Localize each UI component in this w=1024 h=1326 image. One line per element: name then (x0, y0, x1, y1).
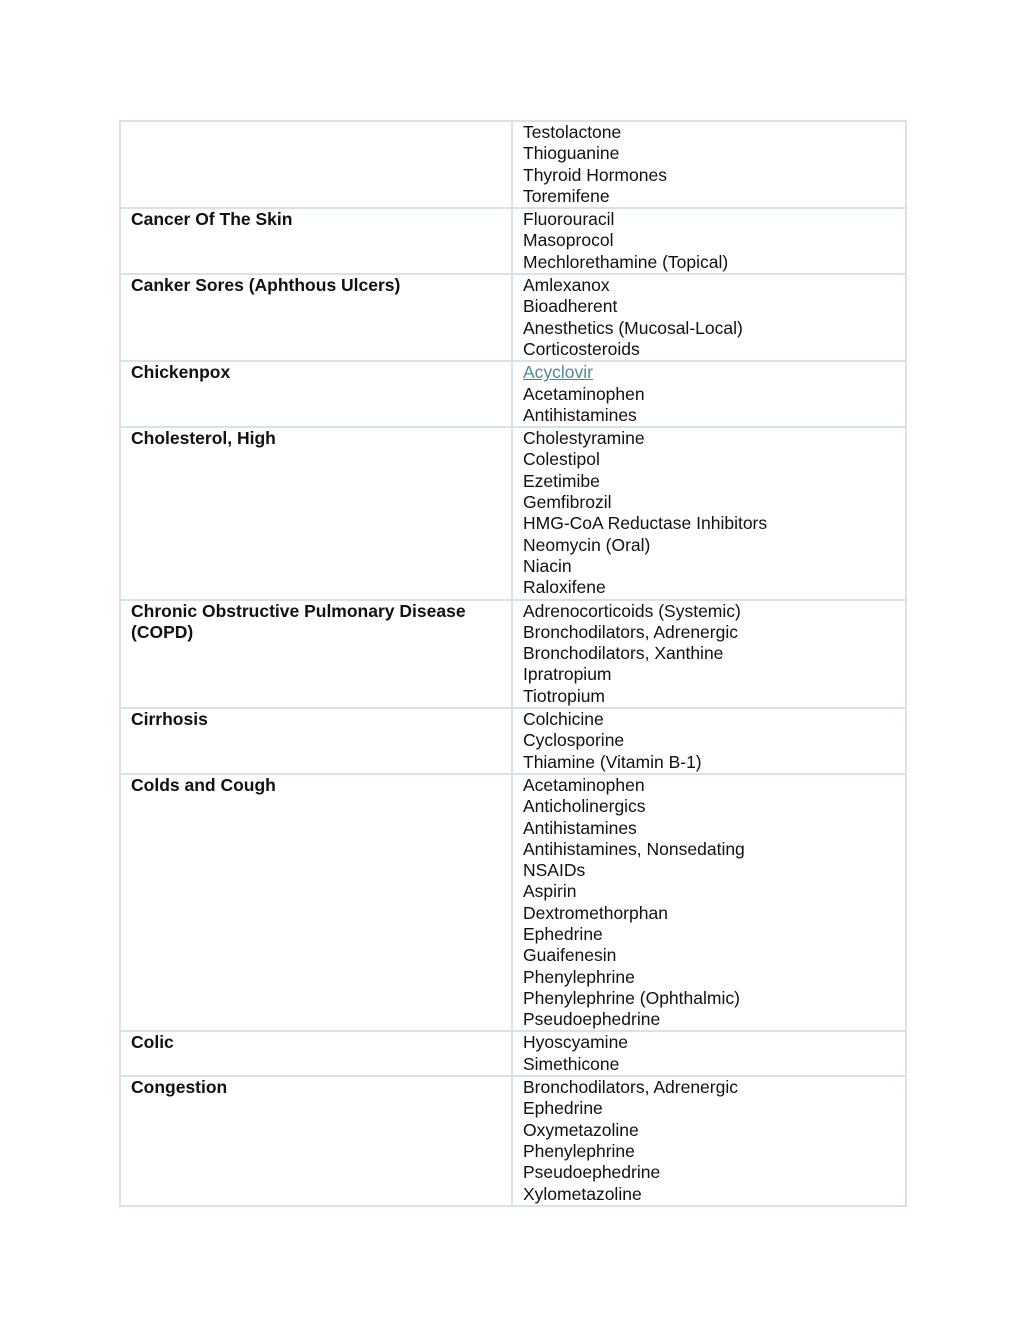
drug-name: Adrenocorticoids (Systemic) (523, 600, 741, 621)
drug-name: Simethicone (523, 1053, 620, 1074)
table-row (120, 708, 906, 774)
drug-name: Oxymetazoline (523, 1119, 639, 1140)
drug-list-cell (512, 427, 906, 599)
condition-drug-table (119, 120, 907, 1207)
table-row (120, 274, 906, 361)
condition-name: Colds and Cough (131, 774, 276, 795)
drug-name: Niacin (523, 555, 572, 576)
drug-list-cell (512, 1076, 906, 1206)
condition-name: Canker Sores (Aphthous Ulcers) (131, 275, 401, 296)
drug-list-cell (512, 774, 906, 1032)
table-row (120, 121, 906, 208)
drug-list-cell (512, 121, 906, 208)
drug-name: Phenylephrine (523, 1140, 635, 1161)
condition-cell (120, 208, 512, 274)
drug-name: Anticholinergics (523, 796, 646, 817)
condition-cell (120, 1031, 512, 1076)
drug-name: HMG-CoA Reductase Inhibitors (523, 513, 768, 534)
drug-name: Toremifene (523, 185, 610, 206)
drug-name: Pseudoephedrine (523, 1162, 661, 1183)
drug-name: Dextromethorphan (523, 902, 668, 923)
drug-list-cell (512, 274, 906, 361)
drug-name: Bronchodilators, Adrenergic (523, 1077, 738, 1098)
drug-name: Ephedrine (523, 923, 603, 944)
drug-list-cell (512, 600, 906, 708)
drug-name: Pseudoephedrine (523, 1009, 661, 1030)
drug-name: NSAIDs (523, 860, 586, 881)
table-row (120, 1076, 906, 1206)
condition-name: (COPD) (131, 621, 194, 642)
drug-name: Ezetimibe (523, 470, 600, 491)
drug-name: Antihistamines (523, 404, 637, 425)
drug-name: Phenylephrine (523, 966, 635, 987)
condition-name: Cirrhosis (131, 709, 208, 730)
drug-name: Cyclosporine (523, 730, 625, 751)
drug-link[interactable]: Acyclovir (523, 362, 594, 383)
drug-name: Raloxifene (523, 577, 606, 598)
drug-name: Acetaminophen (523, 774, 645, 795)
table-row (120, 600, 906, 708)
drug-list-cell (512, 708, 906, 774)
condition-cell (120, 427, 512, 599)
drug-name: Tiotropium (523, 685, 606, 706)
condition-name: Cholesterol, High (131, 428, 276, 449)
drug-name: Ephedrine (523, 1098, 603, 1119)
drug-name: Cholestyramine (523, 428, 645, 449)
drug-list-cell (512, 208, 906, 274)
condition-name: Congestion (131, 1077, 228, 1098)
drug-name: Masoprocol (523, 230, 614, 251)
drug-name: Thiamine (Vitamin B-1) (523, 751, 702, 772)
drug-list-cell (512, 1031, 906, 1076)
drug-name: Testolactone (523, 122, 622, 142)
drug-name: Acetaminophen (523, 383, 645, 404)
table-row (120, 1031, 906, 1076)
table-row (120, 774, 906, 1032)
drug-name: Thioguanine (523, 143, 620, 164)
drug-name: Aspirin (523, 881, 577, 902)
drug-name: Bronchodilators, Adrenergic (523, 621, 738, 642)
drug-list-cell (512, 361, 906, 427)
table-row (120, 427, 906, 599)
drug-name: Bronchodilators, Xanthine (523, 643, 724, 664)
drug-name: Antihistamines (523, 817, 637, 838)
condition-cell (120, 600, 512, 708)
table-row (120, 361, 906, 427)
drug-name: Colestipol (523, 449, 600, 470)
condition-cell (120, 1076, 512, 1206)
drug-name: Thyroid Hormones (523, 164, 667, 185)
drug-name: Fluorouracil (523, 209, 615, 230)
table-body (120, 121, 906, 1206)
condition-cell (120, 708, 512, 774)
drug-name: Xylometazoline (523, 1183, 642, 1204)
drug-name: Gemfibrozil (523, 492, 612, 513)
condition-name: Chronic Obstructive Pulmonary Disease (131, 600, 466, 621)
drug-name: Amlexanox (523, 275, 610, 296)
drug-name: Colchicine (523, 709, 604, 730)
condition-cell (120, 774, 512, 1032)
condition-name: Chickenpox (131, 362, 231, 383)
drug-name: Bioadherent (523, 296, 618, 317)
drug-name: Mechlorethamine (Topical) (523, 251, 729, 272)
condition-name: Cancer Of The Skin (131, 209, 293, 230)
drug-name: Phenylephrine (Ophthalmic) (523, 987, 740, 1008)
drug-name: Ipratropium (523, 664, 612, 685)
drug-name: Hyoscyamine (523, 1032, 629, 1053)
drug-name: Neomycin (Oral) (523, 534, 651, 555)
drug-name: Anesthetics (Mucosal-Local) (523, 317, 743, 338)
table-row (120, 208, 906, 274)
condition-cell (120, 361, 512, 427)
condition-name: Colic (131, 1032, 174, 1053)
condition-cell (120, 121, 512, 208)
drug-name: Antihistamines, Nonsedating (523, 838, 745, 859)
condition-cell (120, 274, 512, 361)
drug-name: Corticosteroids (523, 338, 640, 359)
drug-name: Guaifenesin (523, 945, 617, 966)
